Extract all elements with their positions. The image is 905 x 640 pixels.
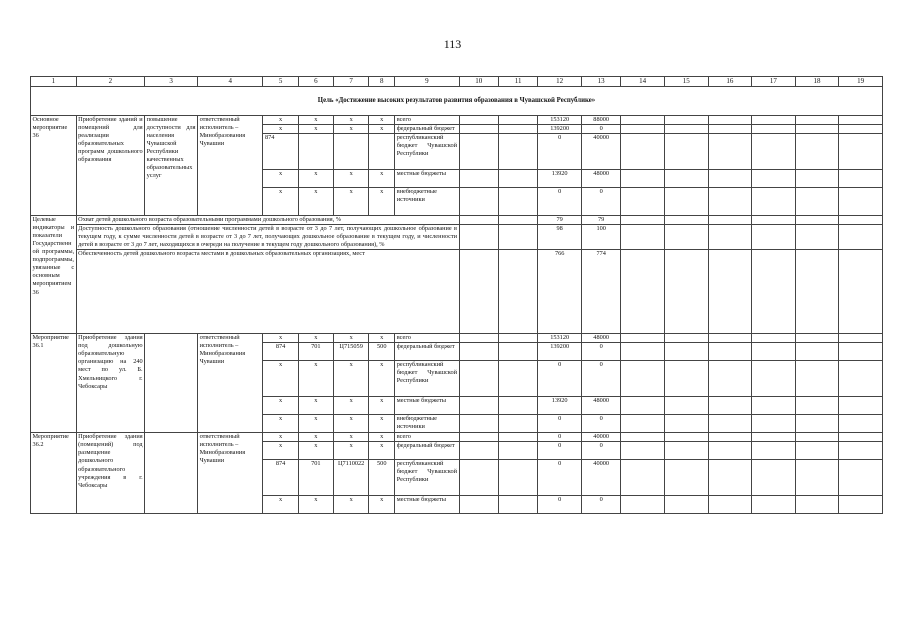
indicator-text: Доступность дошкольного образования (отношение численности детей в возрасте от 3 до 7 лет, получающих дошкольное образование в текущем году, к сумме численности детей в возрасте от 3 до 7 лет, получающих дошкольное образование в текущем году, и численности детей в возрасте от 3 до 7 лет, находящихся в очереди на получение в текущем году дошкольного образования), % <box>78 225 458 249</box>
event-id: Мероприятие 36.2 <box>31 433 77 514</box>
value-2019: 13920 <box>538 397 582 415</box>
rzpr: х <box>298 170 333 188</box>
budget-table <box>30 76 883 514</box>
funding-source: местные бюджеты <box>395 170 459 188</box>
funding-source: местные бюджеты <box>395 397 459 415</box>
funding-source: всего <box>395 433 459 442</box>
rzpr: 701 <box>298 343 333 361</box>
value-2019: 79 <box>538 216 582 225</box>
col-num: 18 <box>795 77 839 87</box>
col-num: 1 <box>31 77 77 87</box>
col-num: 7 <box>334 77 369 87</box>
event-id: Мероприятие 36.1 <box>31 334 77 433</box>
rzpr: х <box>298 334 333 343</box>
grbs: х <box>263 188 298 216</box>
csr: х <box>334 496 369 514</box>
value-2019: 13920 <box>538 170 582 188</box>
value-2019: 0 <box>538 460 582 496</box>
funding-source: республиканский бюджет Чувашской Республики <box>395 134 459 170</box>
grbs: 874 <box>263 134 298 170</box>
col-num: 9 <box>395 77 459 87</box>
value-2019: 139200 <box>538 343 582 361</box>
value-2019: 0 <box>538 496 582 514</box>
value-2020: 0 <box>581 188 620 216</box>
col-num: 13 <box>581 77 620 87</box>
value-2020: 48000 <box>581 397 620 415</box>
grbs: 874 <box>263 460 298 496</box>
funding-source: федеральный бюджет <box>395 343 459 361</box>
page-number: 113 <box>443 37 462 51</box>
grbs: х <box>263 433 298 442</box>
event-title: Приобретение зданий и помещений для реализации образовательных программ дошкольного образования <box>76 116 144 216</box>
value-2020: 100 <box>581 225 620 250</box>
vr: х <box>369 415 395 433</box>
csr: х <box>334 397 369 415</box>
event-executor: ответственный исполнитель – Минобразования Чувашии <box>198 116 263 216</box>
grbs: х <box>263 397 298 415</box>
col-num: 8 <box>369 77 395 87</box>
grbs: 874 <box>263 343 298 361</box>
value-2020: 48000 <box>581 334 620 343</box>
indicator-row <box>31 225 883 250</box>
rzpr: х <box>298 496 333 514</box>
rzpr: х <box>298 116 333 125</box>
value-2020: 40000 <box>581 433 620 442</box>
vr: х <box>369 125 395 134</box>
value-2019: 98 <box>538 225 582 250</box>
event-goal <box>145 334 198 433</box>
csr: х <box>334 334 369 343</box>
value-2020: 0 <box>581 415 620 433</box>
funding-source: республиканский бюджет Чувашской Республики <box>395 361 459 397</box>
col-num: 11 <box>498 77 537 87</box>
event-goal <box>145 433 198 514</box>
rzpr: 701 <box>298 460 333 496</box>
vr: х <box>369 334 395 343</box>
value-2020: 774 <box>581 250 620 334</box>
value-2019: 0 <box>538 442 582 460</box>
rzpr: х <box>298 188 333 216</box>
funding-source: федеральный бюджет <box>395 442 459 460</box>
col-num: 19 <box>839 77 883 87</box>
value-2020: 0 <box>581 496 620 514</box>
vr: х <box>369 496 395 514</box>
table-row <box>31 334 883 343</box>
grbs: х <box>263 116 298 125</box>
grbs: х <box>263 125 298 134</box>
value-2019: 0 <box>538 415 582 433</box>
rzpr <box>298 134 333 170</box>
funding-source: внебюджетные источники <box>395 415 459 433</box>
value-2019: 0 <box>538 361 582 397</box>
rzpr: х <box>298 442 333 460</box>
value-2020: 0 <box>581 343 620 361</box>
vr: х <box>369 116 395 125</box>
value-2019: 139200 <box>538 125 582 134</box>
value-2020: 48000 <box>581 170 620 188</box>
value-2020: 40000 <box>581 460 620 496</box>
col-num: 12 <box>538 77 582 87</box>
col-num: 2 <box>76 77 144 87</box>
rzpr: х <box>298 415 333 433</box>
indicators-label: Целевые индикаторы и показатели Государственной программы, подпрограммы, увязанные с основным мероприятием 36 <box>31 216 77 334</box>
vr: х <box>369 397 395 415</box>
grbs: х <box>263 334 298 343</box>
col-num: 5 <box>263 77 298 87</box>
vr: х <box>369 170 395 188</box>
vr: х <box>369 442 395 460</box>
column-number-row <box>31 77 883 87</box>
grbs: х <box>263 170 298 188</box>
value-2019: 0 <box>538 433 582 442</box>
funding-source: всего <box>395 116 459 125</box>
csr: х <box>334 188 369 216</box>
rzpr: х <box>298 397 333 415</box>
event-executor: ответственный исполнитель – Минобразования Чувашии <box>198 433 263 514</box>
col-num: 4 <box>198 77 263 87</box>
col-num: 3 <box>145 77 198 87</box>
vr: х <box>369 361 395 397</box>
indicator-row <box>31 250 883 334</box>
event-title: Приобретение здания под дошкольную образовательную организацию на 240 мест по ул. Б. Хмельницкого г. Чебоксары <box>76 334 144 433</box>
value-2019: 0 <box>538 134 582 170</box>
rzpr: х <box>298 125 333 134</box>
funding-source: республиканский бюджет Чувашской Республики <box>395 460 459 496</box>
rzpr: х <box>298 361 333 397</box>
value-2020: 79 <box>581 216 620 225</box>
csr: х <box>334 116 369 125</box>
table-row <box>31 116 883 125</box>
vr: 500 <box>369 460 395 496</box>
rzpr: х <box>298 433 333 442</box>
col-num: 10 <box>459 77 498 87</box>
value-2019: 153120 <box>538 116 582 125</box>
csr: Ц7110022 <box>334 460 369 496</box>
vr: х <box>369 433 395 442</box>
value-2020: 0 <box>581 361 620 397</box>
event-executor: ответственный исполнитель – Минобразования Чувашии <box>198 334 263 433</box>
goal-row <box>31 87 883 116</box>
csr: х <box>334 125 369 134</box>
indicator-row <box>31 216 883 225</box>
csr: х <box>334 442 369 460</box>
col-num: 14 <box>621 77 665 87</box>
csr <box>334 134 369 170</box>
grbs: х <box>263 496 298 514</box>
grbs: х <box>263 415 298 433</box>
funding-source: местные бюджеты <box>395 496 459 514</box>
value-2019: 766 <box>538 250 582 334</box>
event-goal: повышение доступности для населения Чувашской Республики качественных образовательных услуг <box>145 116 198 216</box>
vr: 500 <box>369 343 395 361</box>
indicator-text: Обеспеченность детей дошкольного возраста местами в дошкольных образовательных организациях, мест <box>76 250 459 334</box>
col-num: 6 <box>298 77 333 87</box>
value-2020: 88000 <box>581 116 620 125</box>
grbs: х <box>263 442 298 460</box>
value-2019: 153120 <box>538 334 582 343</box>
csr: Ц715059 <box>334 343 369 361</box>
csr: х <box>334 415 369 433</box>
indicator-text: Охват детей дошкольного возраста образовательными программами дошкольного образования, % <box>76 216 459 225</box>
csr: х <box>334 170 369 188</box>
csr: х <box>334 433 369 442</box>
value-2019: 0 <box>538 188 582 216</box>
value-2020: 0 <box>581 442 620 460</box>
col-num: 16 <box>708 77 752 87</box>
goal-title: Цель «Достижение высоких результатов развития образования в Чувашской Республике» <box>31 87 883 116</box>
vr: х <box>369 188 395 216</box>
value-2020: 0 <box>581 125 620 134</box>
funding-source: федеральный бюджет <box>395 125 459 134</box>
col-num: 15 <box>664 77 708 87</box>
vr <box>369 134 395 170</box>
funding-source: всего <box>395 334 459 343</box>
event-id: Основное мероприятие 36 <box>31 116 77 216</box>
value-2020: 40000 <box>581 134 620 170</box>
grbs: х <box>263 361 298 397</box>
col-num: 17 <box>752 77 796 87</box>
table-row <box>31 433 883 442</box>
csr: х <box>334 361 369 397</box>
funding-source: внебюджетные источники <box>395 188 459 216</box>
event-title: Приобретение здания (помещений) под размещение дошкольного образовательного учреждения в г. Чебоксары <box>76 433 144 514</box>
